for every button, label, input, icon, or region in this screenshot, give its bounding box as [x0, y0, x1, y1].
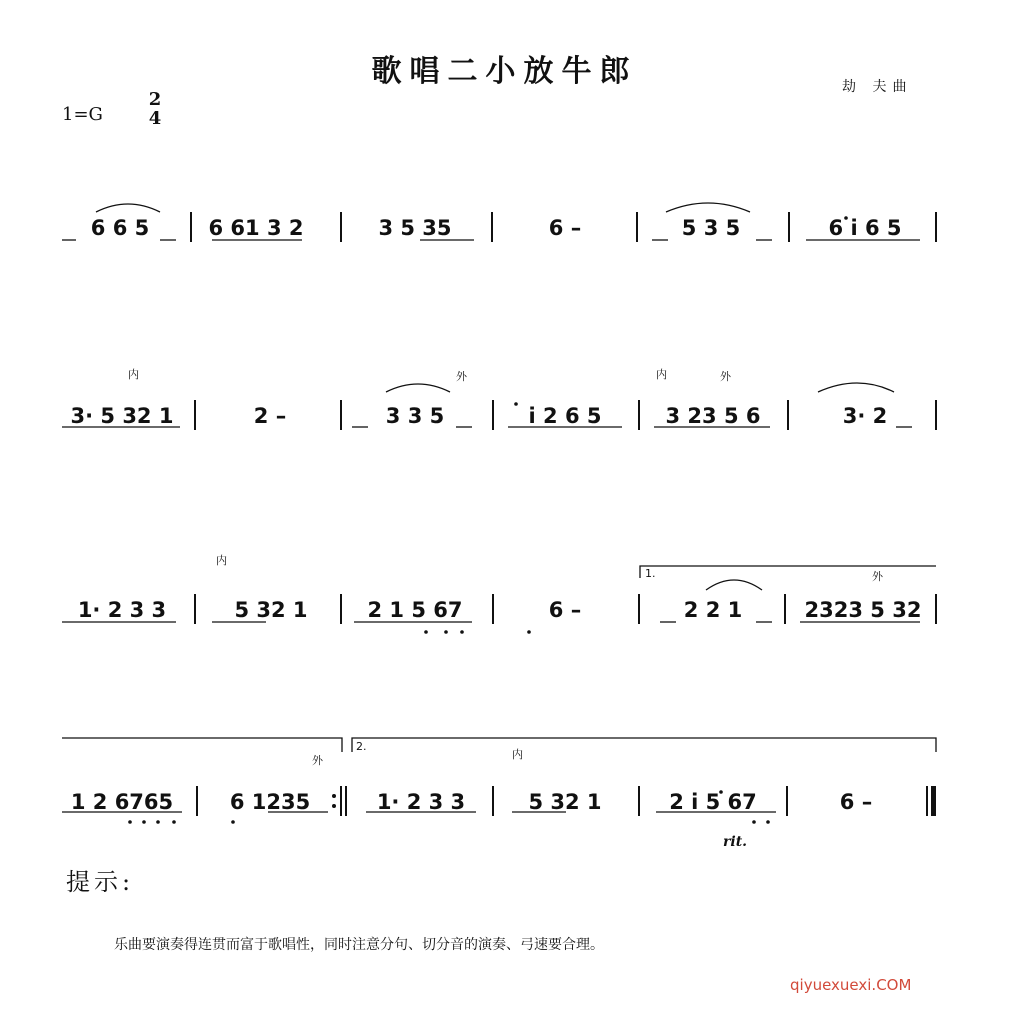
measure: 2 – [253, 404, 287, 428]
measure: 3 23 5 6 [665, 404, 761, 428]
score-row-2 [60, 404, 940, 432]
slur [706, 580, 762, 590]
bowing-mark-inner: 内 [216, 554, 227, 567]
measure: 6 – [839, 790, 873, 814]
bowing-mark-outer: 外 [312, 754, 323, 767]
volta-bracket-2 [352, 738, 936, 752]
measure: 2 i 5 67 [669, 790, 757, 814]
slur [386, 384, 450, 392]
measure: 6 61 3 2 [208, 216, 304, 240]
bowing-mark-outer: 外 [456, 370, 467, 383]
measure: 6 – [548, 598, 582, 622]
measure: 3· 5 32 1 [70, 404, 174, 428]
measure: 6 1235 [229, 790, 311, 814]
bowing-mark-outer: 外 [720, 370, 731, 383]
measure: 3· 2 [842, 404, 888, 428]
volta-1-label: 1. [645, 567, 656, 580]
volta-bracket-1 [640, 566, 936, 578]
time-signature-denominator: 4 [148, 108, 162, 129]
bowing-mark-inner: 内 [512, 748, 523, 761]
time-signature-numerator: 2 [148, 89, 162, 110]
score-row-1 [60, 216, 940, 244]
composer: 劫 夫曲 [842, 79, 913, 95]
measure: 3 3 5 [385, 404, 445, 428]
measure: i 2 6 5 [528, 404, 602, 428]
measure: 1· 2 3 3 [77, 598, 167, 622]
measure: 2 2 1 [683, 598, 743, 622]
slur [666, 203, 750, 212]
hint-text: 乐曲要演奏得连贯而富于歌唱性，同时注意分句、切分音的演奏、弓速要合理。 [114, 937, 604, 953]
measure: 3 5 35 [378, 216, 452, 240]
score-title: 歌唱二小放牛郎 [371, 54, 638, 89]
key-signature: 1=G [62, 104, 103, 125]
slur [96, 204, 160, 212]
measure: 6 i 6 5 [828, 216, 902, 240]
measure: 2323 5 32 [804, 598, 922, 622]
measure: 5 32 1 [234, 598, 308, 622]
measure: 2 1 5 67 [367, 598, 463, 622]
measure: 1 2 6765 [70, 790, 174, 814]
measure: 5 32 1 [528, 790, 602, 814]
slur [818, 383, 894, 392]
tempo-marking: rit. [723, 834, 748, 850]
measure: 6 6 5 [90, 216, 150, 240]
score-row-4 [60, 790, 940, 818]
volta-2-label: 2. [356, 740, 367, 753]
measure: 6 – [548, 216, 582, 240]
measure: 5 3 5 [681, 216, 741, 240]
watermark: qiyuexuexi.COM [790, 976, 912, 994]
score-row-3 [60, 598, 940, 626]
bowing-mark-inner: 内 [128, 368, 139, 381]
measure: 1· 2 3 3 [376, 790, 466, 814]
bowing-mark-outer: 外 [872, 570, 883, 583]
hint-label: 提示: [66, 868, 135, 896]
bowing-mark-inner: 内 [656, 368, 667, 381]
volta-bracket-1-cont [62, 738, 342, 752]
